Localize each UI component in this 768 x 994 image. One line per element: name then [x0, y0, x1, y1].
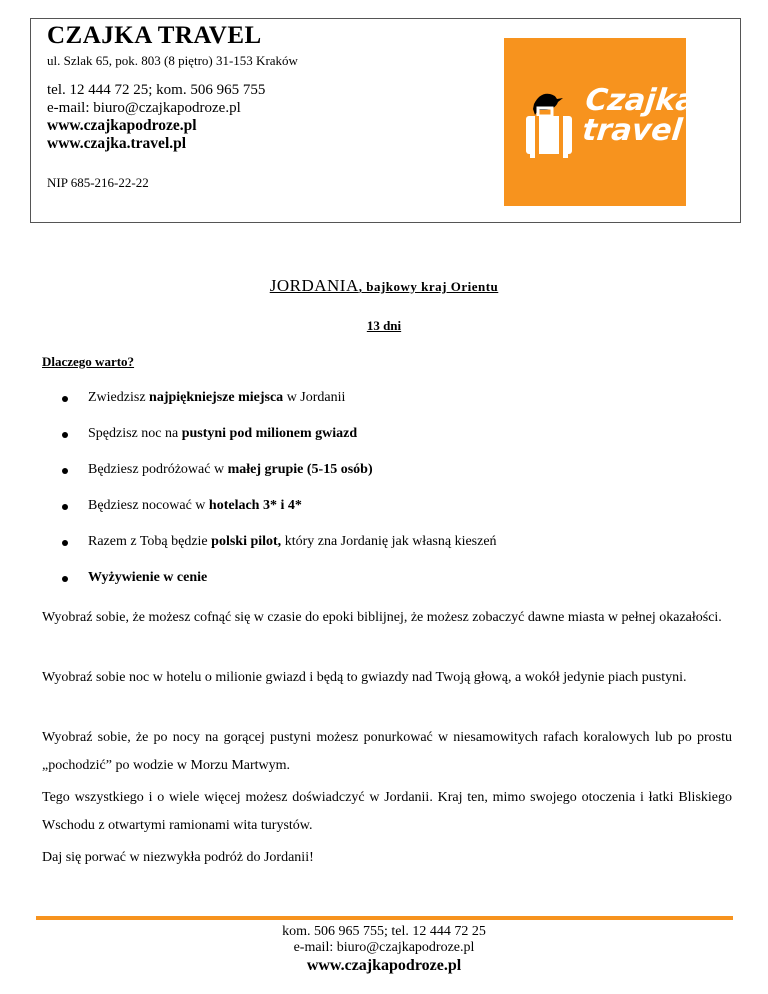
footer-website-link[interactable]: www.czajkapodroze.pl — [306, 957, 462, 974]
bullet-icon — [62, 396, 68, 402]
paragraph: Tego wszystkiego i o wiele więcej możesz doświadczyć w Jordanii. Kraj ten, mimo swojego otoczenia i łatki Bliskiego Wschodu z otwartymi ramionami wita turystów. — [42, 790, 732, 833]
phone-line: tel. 12 444 72 25; kom. 506 965 755 — [47, 82, 266, 98]
item-text: Będziesz podróżować w — [88, 462, 228, 477]
paragraph: Daj się porwać w niezwykła podróż do Jordanii! — [42, 850, 314, 865]
email-line: e-mail: biuro@czajkapodroze.pl — [47, 100, 241, 116]
logo-text — [580, 83, 698, 148]
item-highlight: hotelach 3* i 4* — [208, 498, 302, 513]
website-link-1[interactable]: www.czajkapodroze.pl — [47, 117, 197, 134]
item-highlight: najpiękniejsze miejsca — [149, 390, 284, 405]
logo-line-2: travel — [580, 113, 684, 148]
item-text: Zwiedzisz — [88, 390, 150, 405]
item-highlight: Wyżywienie w cenie — [88, 570, 208, 585]
item-highlight: małej grupie (5-15 osób) — [227, 462, 373, 477]
bullet-icon — [62, 576, 68, 582]
footer — [0, 924, 768, 976]
company-header — [30, 18, 741, 223]
bullet-icon — [62, 432, 68, 438]
trip-subtitle: , bajkowy kraj Orientu — [358, 279, 499, 294]
paragraph: Wyobraź sobie, że po nocy na gorącej pustyni możesz ponurkować w niesamowitych rafach koralowych lub po prostu „pochodzić” po wodzie w Morzu Martwym. — [42, 730, 732, 773]
bullet-icon — [62, 468, 68, 474]
company-address: ul. Szlak 65, pok. 803 (8 piętro) 31-153 Kraków — [47, 53, 298, 68]
bullet-icon — [62, 504, 68, 510]
footer-phones: kom. 506 965 755; tel. 12 444 72 25 — [282, 924, 486, 939]
item-highlight: pustyni pod milionem gwiazd — [181, 426, 358, 441]
trip-title — [0, 276, 768, 296]
tax-id: NIP 685-216-22-22 — [47, 175, 149, 190]
czajka-travel-logo — [504, 38, 698, 206]
item-text: w Jordanii — [283, 390, 346, 405]
item-text: Spędzisz noc na — [88, 426, 182, 441]
item-text: który zna Jordanię jak własną kieszeń — [281, 534, 497, 549]
company-name: CZAJKA TRAVEL — [47, 22, 262, 49]
footer-email: e-mail: biuro@czajkapodroze.pl — [293, 940, 475, 955]
paragraph: Wyobraź sobie, że możesz cofnąć się w czasie do epoki biblijnej, że możesz zobaczyć dawne miasta w pełnej okazałości. — [42, 610, 722, 625]
website-link-2[interactable]: www.czajka.travel.pl — [47, 135, 187, 152]
trip-destination: JORDANIA — [269, 276, 359, 295]
item-highlight: polski pilot, — [211, 534, 282, 549]
footer-divider — [36, 916, 733, 920]
trip-duration: 13 dni — [366, 318, 402, 333]
paragraph: Wyobraź sobie noc w hotelu o milionie gwiazd i będą to gwiazdy nad Twoją głową, a wokół jedynie piach pustyni. — [42, 670, 687, 685]
logo-line-1: Czajka — [583, 83, 698, 118]
bullet-icon — [62, 540, 68, 546]
why-heading: Dlaczego warto? — [42, 354, 135, 369]
item-text: Razem z Tobą będzie — [88, 534, 212, 549]
contact-block — [47, 81, 265, 153]
item-text: Będziesz nocować w — [88, 498, 209, 513]
